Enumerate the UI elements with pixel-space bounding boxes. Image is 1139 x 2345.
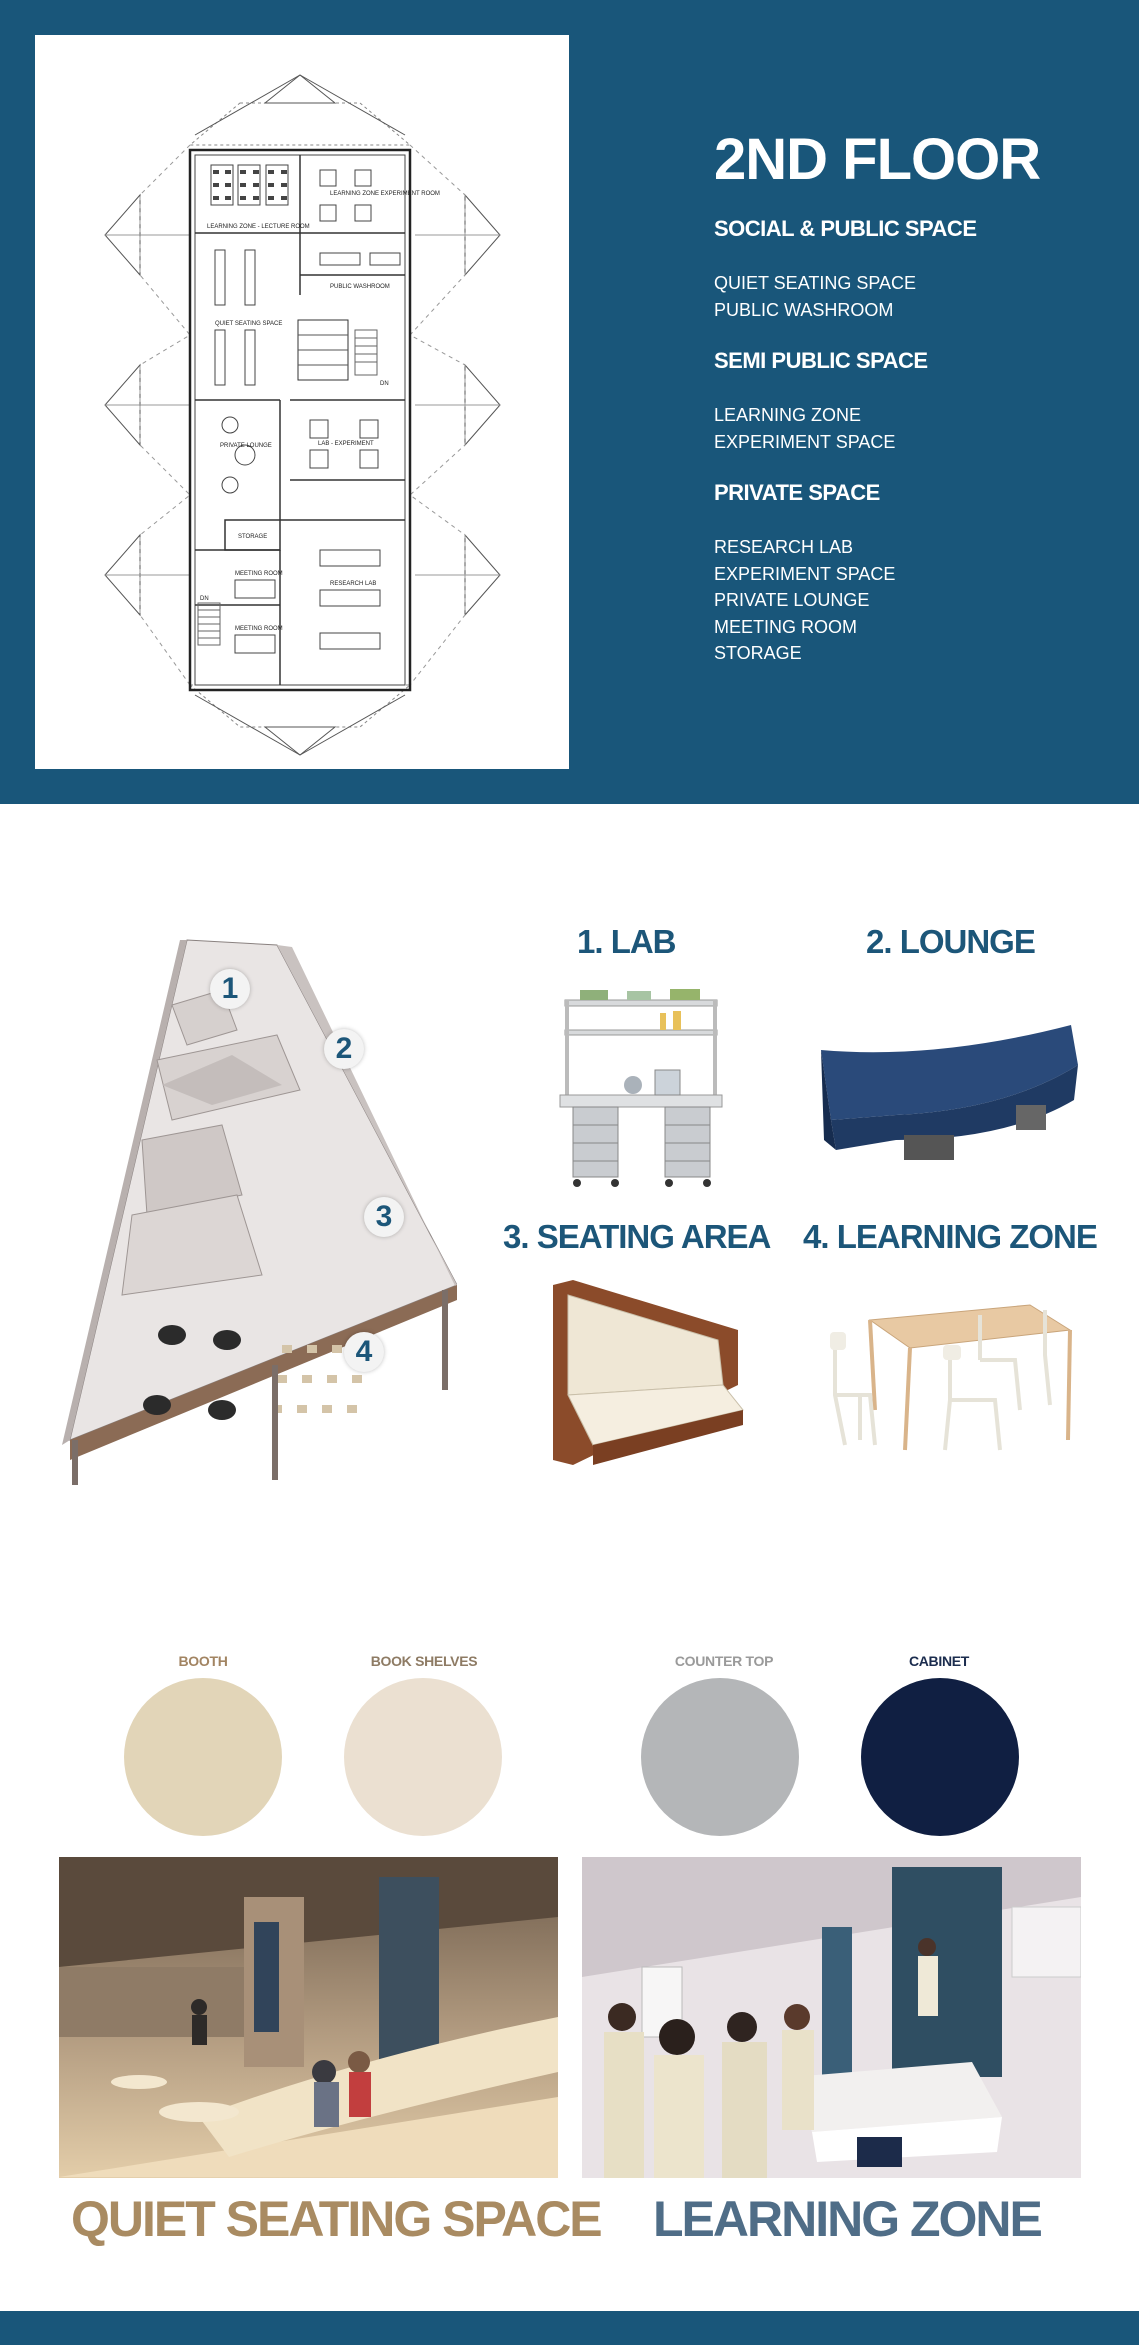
plan-label-private-lounge: PRIVATE LOUNGE [220, 443, 272, 449]
render-caption-quiet-seating: QUIET SEATING SPACE [71, 2191, 601, 2247]
iso-marker-2: 2 [324, 1029, 364, 1069]
isometric-floor-model [62, 935, 457, 1500]
zone-item: EXPERIMENT SPACE [714, 563, 896, 584]
seating-booth-image [548, 1275, 748, 1470]
plan-label-quiet-seating: QUIET SEATING SPACE [215, 321, 283, 327]
plan-label-meeting-room-2: MEETING ROOM [235, 626, 283, 632]
header-band [0, 0, 1139, 804]
zone-heading-social: SOCIAL & PUBLIC SPACE [714, 216, 977, 241]
plan-label-research-lab: RESEARCH LAB [330, 581, 377, 587]
material-label-book-shelves: BOOK SHELVES [370, 1653, 478, 1669]
furniture-title-lab: 1. LAB [577, 923, 676, 960]
render-learning-zone [582, 1857, 1081, 2178]
floor-title: 2ND FLOOR [714, 127, 1041, 192]
plan-label-lab-experiment: LAB - EXPERIMENT [318, 441, 374, 447]
zone-list-social [714, 270, 916, 323]
plan-label-learning-zone-lecture: LEARNING ZONE - LECTURE ROOM [207, 224, 310, 230]
zone-heading-semi-public: SEMI PUBLIC SPACE [714, 348, 928, 373]
furniture-title-seating: 3. SEATING AREA [503, 1218, 771, 1255]
material-label-counter-top: COUNTER TOP [674, 1653, 774, 1669]
zone-list-private [714, 534, 895, 667]
material-label-cabinet: CABINET [908, 1653, 970, 1669]
zone-item: LEARNING ZONE [714, 405, 862, 425]
zone-item: PRIVATE LOUNGE [714, 590, 870, 610]
material-swatch-counter-top [641, 1678, 799, 1836]
zone-item: PUBLIC WASHROOM [714, 299, 894, 320]
zone-list-semi-public [714, 402, 895, 455]
plan-label-dn-1: DN [200, 596, 209, 602]
render-caption-learning-zone: LEARNING ZONE [653, 2191, 1041, 2247]
zone-item: QUIET SEATING SPACE [714, 273, 917, 293]
plan-label-public-washroom: PUBLIC WASHROOM [330, 284, 390, 290]
lounge-sofa-image [816, 1020, 1082, 1170]
footer-band [0, 2311, 1139, 2345]
zone-item: RESEARCH LAB [714, 537, 854, 557]
material-swatch-book-shelves [344, 1678, 502, 1836]
zone-item: MEETING ROOM [714, 616, 857, 637]
zone-item: EXPERIMENT SPACE [714, 431, 896, 452]
material-swatch-booth [124, 1678, 282, 1836]
render-quiet-seating [59, 1857, 558, 2178]
zone-item: STORAGE [714, 643, 802, 663]
iso-marker-4: 4 [344, 1332, 384, 1372]
material-swatch-cabinet [861, 1678, 1019, 1836]
zone-heading-private: PRIVATE SPACE [714, 480, 880, 505]
learning-table-image [830, 1300, 1078, 1455]
iso-marker-3: 3 [364, 1197, 404, 1237]
material-label-booth: BOOTH [178, 1653, 228, 1669]
furniture-title-lounge: 2. LOUNGE [866, 923, 1035, 960]
iso-marker-1: 1 [210, 969, 250, 1009]
floor-plan-drawing [35, 35, 569, 769]
lab-bench-image [555, 985, 727, 1195]
plan-label-learning-zone-experiment: LEARNING ZONE EXPERIMENT ROOM [330, 191, 440, 197]
furniture-title-learning: 4. LEARNING ZONE [803, 1218, 1097, 1255]
plan-label-storage: STORAGE [238, 534, 268, 540]
plan-label-meeting-room-1: MEETING ROOM [235, 571, 283, 577]
plan-label-dn-2: DN [380, 381, 389, 387]
